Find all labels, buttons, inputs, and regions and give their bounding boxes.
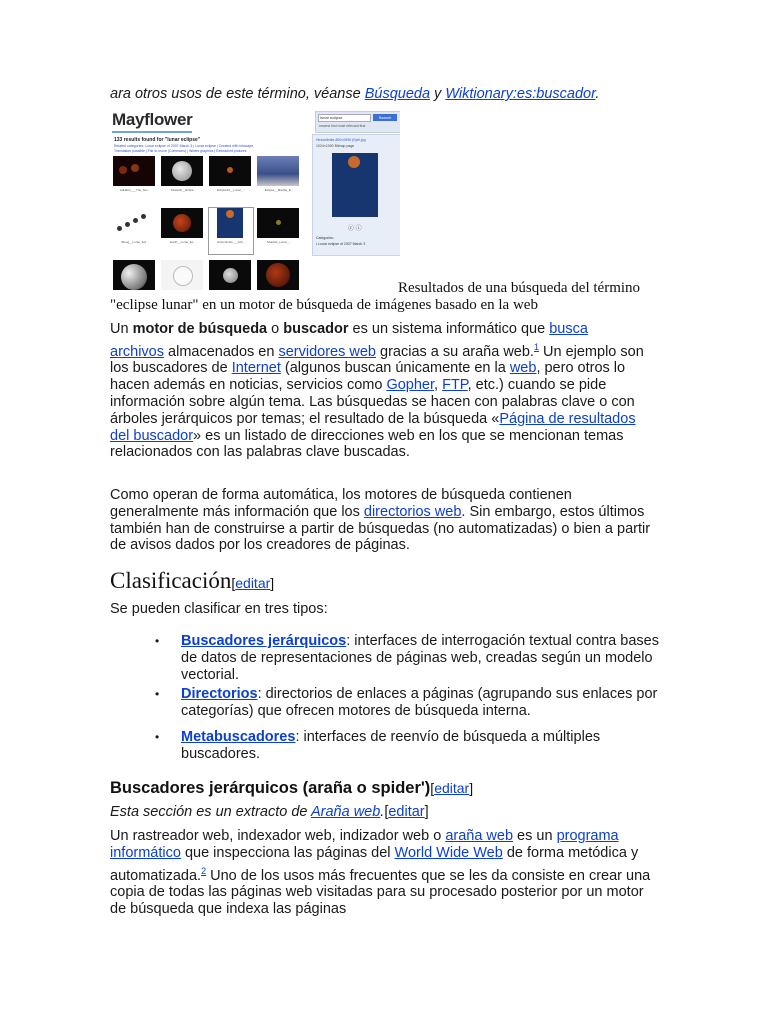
edit-bracket: ] xyxy=(270,575,275,591)
logo-underline xyxy=(112,131,192,133)
figure-thumb xyxy=(209,260,253,294)
figure-related-2: Translation possible | File to move (Commons) | Winter graphics | Retouched pictures xyxy=(114,149,247,153)
figure-thumb xyxy=(257,260,301,294)
paragraph-2: Como operan de forma automática, los motores de búsqueda contienen generalmente más información que los directorios web. Sin embargo, estos últimos también han de construirse a partir de búsquedas (no automatizadas) o bien a partir de avisos dados por los creadores de páginas. xyxy=(110,487,651,554)
hatnote-text: ara otros usos de este término, véanse xyxy=(110,86,365,102)
link-pagina-de-resultados[interactable]: Página de resultados del buscador xyxy=(110,410,636,444)
figure-search-options: newest first most relevant first xyxy=(319,124,366,128)
ref-1[interactable]: 1 xyxy=(533,341,539,352)
link-directorios-web[interactable]: directorios web xyxy=(363,503,462,520)
figure-preview-sub: 1024×1000 Bitmap page xyxy=(316,144,355,148)
figure-category-item: • Lunar eclipse of 2007 March 3 xyxy=(316,242,366,246)
link-arana-web[interactable]: Araña web xyxy=(310,804,381,820)
figure-thumb xyxy=(113,260,157,294)
term-motor-de-busqueda: motor de búsqueda xyxy=(132,321,268,337)
figure-thumb: Totaleclit__Eclips... xyxy=(161,156,205,202)
edit-bracket: [ xyxy=(231,575,236,591)
link-archivos[interactable]: archivos xyxy=(110,343,164,360)
figure-caption-line2: "eclipse lunar" en un motor de búsqueda de imágenes basado en la web xyxy=(110,297,538,313)
figure-related: Related categories: Lunar eclipse of 2007 March 3 | Lunar eclipse | Created with inkscape xyxy=(114,144,254,148)
bullet: • xyxy=(155,687,160,701)
link-world-wide-web[interactable]: World Wide Web xyxy=(394,844,503,861)
ref-2[interactable]: 2 xyxy=(201,865,207,876)
classification-lead: Se pueden clasificar en tres tipos: xyxy=(110,601,328,617)
extract-edit-link[interactable]: editar xyxy=(388,804,425,820)
link-arana-web-2[interactable]: araña web xyxy=(445,828,514,844)
figure-search-box xyxy=(315,111,400,133)
heading-clasificacion xyxy=(110,568,274,594)
figure-thumb: Bloog__Lunar_Ecl... xyxy=(113,208,157,254)
figure-search-button: Search xyxy=(373,114,397,121)
link-programa-informatico[interactable]: programa informático xyxy=(110,828,619,861)
figure-results-header: 133 results found for "lunar eclipse" xyxy=(114,137,201,143)
edit-bracket: [ xyxy=(430,780,435,796)
crawler-paragraph: Un rastreador web, indexador web, indizador web o araña web es un programa informático que inspecciona las páginas del World Wide Web de forma metódica y automatizada.$^2$ Uno de los usos más frecuentes que se les da consiste en crear una copia de todas las páginas web visitadas para su procesado posterior por un motor de búsqueda que indexa las páginas xyxy=(110,828,651,918)
figure-preview-image xyxy=(332,153,378,217)
link-internet[interactable]: Internet xyxy=(231,360,281,377)
link-web[interactable]: web xyxy=(509,360,537,377)
hatnote xyxy=(110,86,660,103)
hatnote-text: y xyxy=(430,86,446,102)
figure-caption-line1: Resultados de una búsqueda del término xyxy=(398,280,641,296)
figure-thumb xyxy=(161,260,205,294)
figure-thumb-selected: Hirsonlimite___sith... xyxy=(209,208,253,254)
figure-search-input: lunar eclipse xyxy=(318,114,371,122)
figure-thumb: Eclipse43__Lunar_... xyxy=(209,156,253,202)
term-buscador: buscador xyxy=(283,321,349,337)
figure-preview-title: Hirsonlimite-800×0999 (Kjell.jpg xyxy=(316,138,366,142)
figure-thumb: Earth__Lunar_Ec... xyxy=(161,208,205,254)
bullet: • xyxy=(155,730,160,744)
search-results-figure[interactable] xyxy=(110,110,400,294)
edit-bracket: ] xyxy=(469,780,474,796)
edit-link[interactable]: editar xyxy=(434,780,470,796)
figure-categories-label: Categories: xyxy=(316,236,334,240)
link-wiktionary[interactable]: Wiktionary:es:buscador xyxy=(445,86,596,102)
link-directorios[interactable]: Directorios xyxy=(181,686,258,702)
heading-text: Buscadores jerárquicos (araña o spider') xyxy=(110,779,431,797)
link-busca[interactable]: busca xyxy=(549,321,588,337)
intro-paragraph: Un motor de búsqueda o buscador es un sistema informático que busca archivos almacenados en servidores web gracias a su araña web.$^1$ Un ejemplo son los buscadores de Internet (algunos buscan únicamente en la web, pero otros lo hacen además en noticias, servicios como Gopher, FTP, etc.) cuando se pide información sobre algún tema. Las búsquedas se hacen con palabras clave o con árboles jerárquicos por temas; el resultado de la búsqueda «Página de resultados del buscador» es un listado de direcciones web en los que se mencionan temas relacionados con las palabras clave buscadas. xyxy=(110,321,644,461)
cc-license-icon: ⓒ ⓘ xyxy=(348,226,362,232)
bullet: • xyxy=(155,634,160,648)
link-busqueda[interactable]: Búsqueda xyxy=(364,86,431,102)
heading-text: Clasificación xyxy=(110,568,232,593)
mayflower-logo: Mayflower xyxy=(112,110,193,129)
link-metabuscadores[interactable]: Metabuscadores xyxy=(181,729,296,745)
figure-thumb: Shadow_Lunar_... xyxy=(257,208,301,254)
heading-buscadores-jerarquicos xyxy=(110,779,473,798)
figure-thumb: AdHEnn___The_bus... xyxy=(113,156,157,202)
link-ftp[interactable]: FTP xyxy=(442,377,468,394)
figure-thumb: Eclipse__Martha_E... xyxy=(257,156,301,202)
link-buscadores-jerarquicos[interactable]: Buscadores jerárquicos xyxy=(181,633,347,649)
figure-preview-panel xyxy=(312,134,400,256)
link-gopher[interactable]: Gopher xyxy=(386,377,435,394)
hatnote-text: . xyxy=(595,86,600,102)
extract-note: Esta sección es un extracto de Araña web.[editar] xyxy=(110,804,429,820)
edit-link[interactable]: editar xyxy=(235,575,271,591)
link-servidores-web[interactable]: servidores web xyxy=(278,343,376,360)
